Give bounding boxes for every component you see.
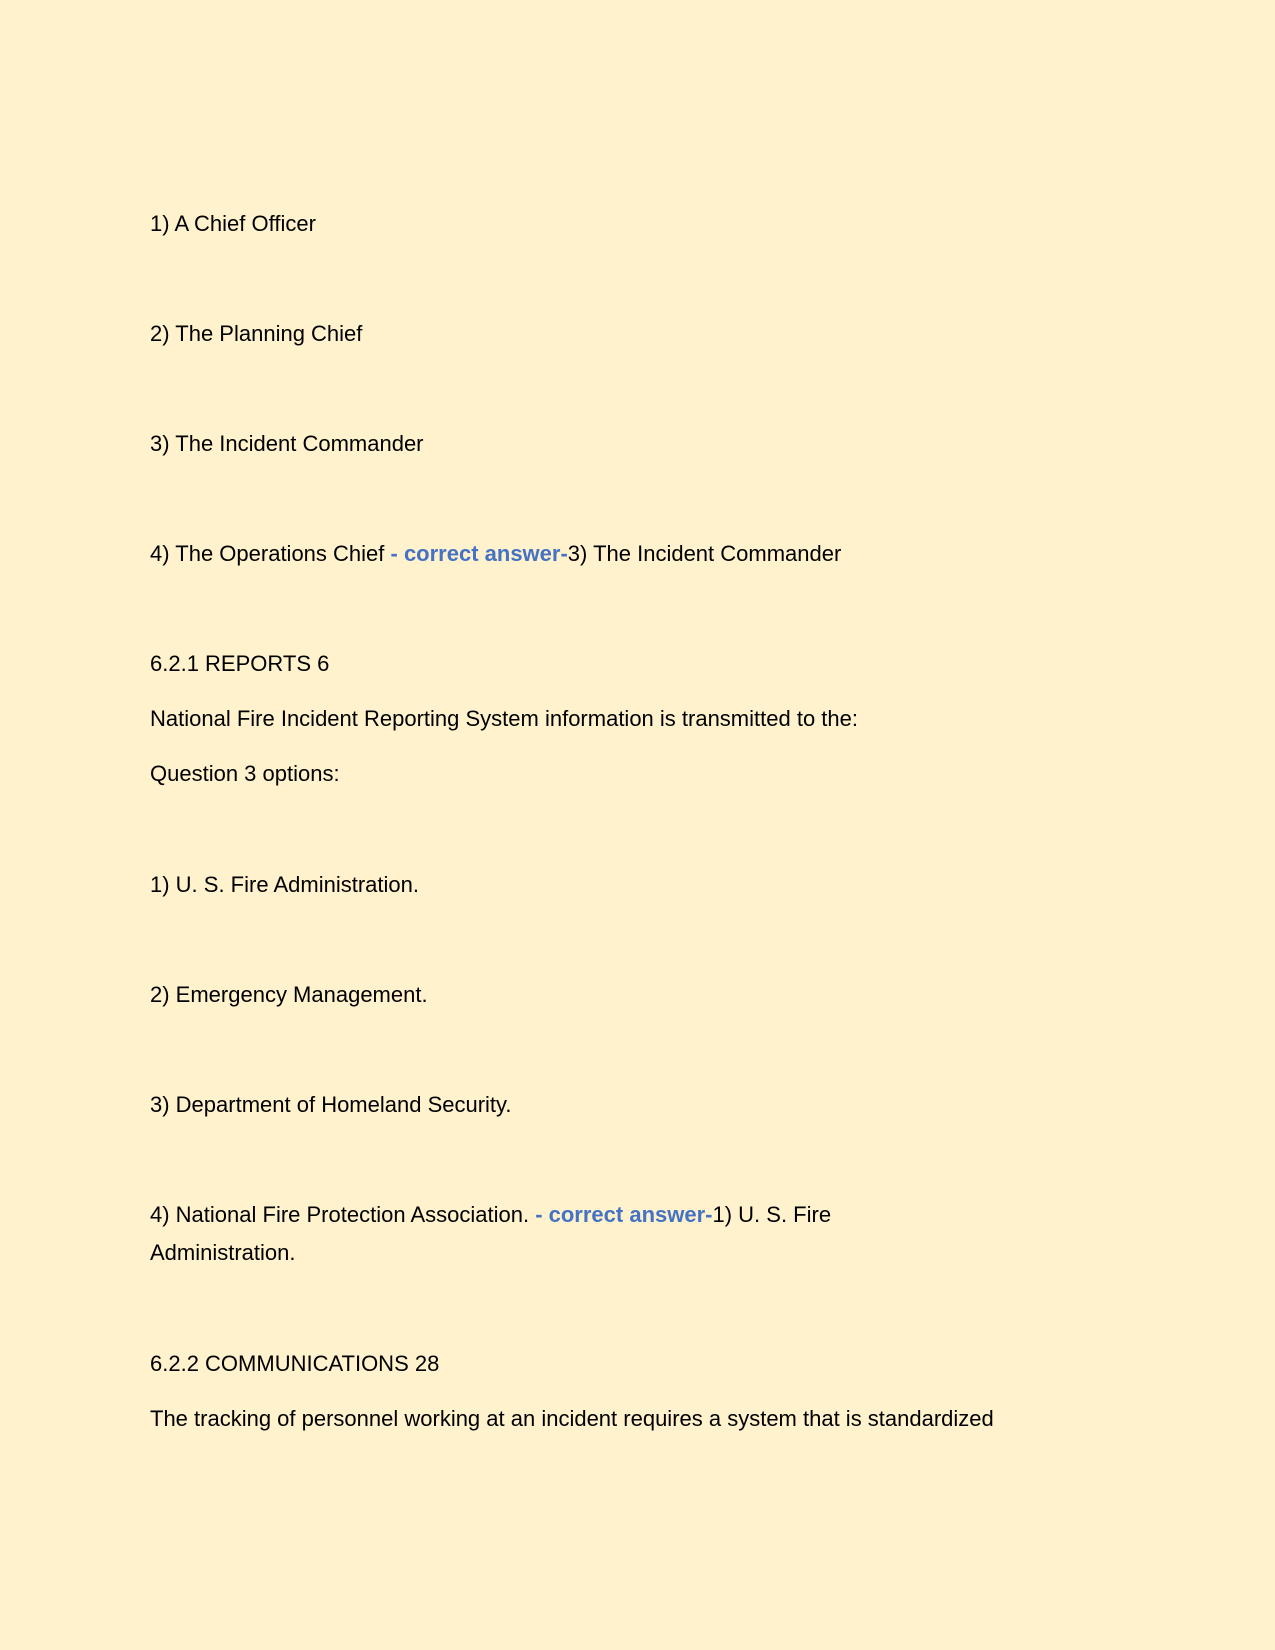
question-text: National Fire Incident Reporting System information is transmitted to the: [150,706,858,731]
option-3: 3) The Incident Commander [150,431,424,456]
option-2: 2) The Planning Chief [150,321,363,346]
option-4: 4) The Operations Chief [150,541,385,566]
question-options-label: Question 3 options: [150,761,340,786]
option-4-with-answer [150,1196,980,1272]
section-heading: 6.2.2 COMMUNICATIONS 28 [150,1351,440,1376]
option-4: 4) National Fire Protection Association. [150,1202,530,1227]
option-3: 3) Department of Homeland Security. [150,1092,512,1117]
correct-answer-label: - correct answer- [384,541,568,566]
correct-answer: 1) U. S. Fire Administration. [150,1202,832,1265]
question-text: The tracking of personnel working at an incident requires a system that is standardized [150,1406,994,1431]
option-1: 1) A Chief Officer [150,211,316,236]
option-2: 2) Emergency Management. [150,982,428,1007]
option-4-with-answer [150,535,1050,573]
correct-answer-label: - correct answer- [529,1202,713,1227]
section-heading: 6.2.1 REPORTS 6 [150,651,330,676]
correct-answer: 3) The Incident Commander [567,541,842,566]
option-1: 1) U. S. Fire Administration. [150,872,419,897]
